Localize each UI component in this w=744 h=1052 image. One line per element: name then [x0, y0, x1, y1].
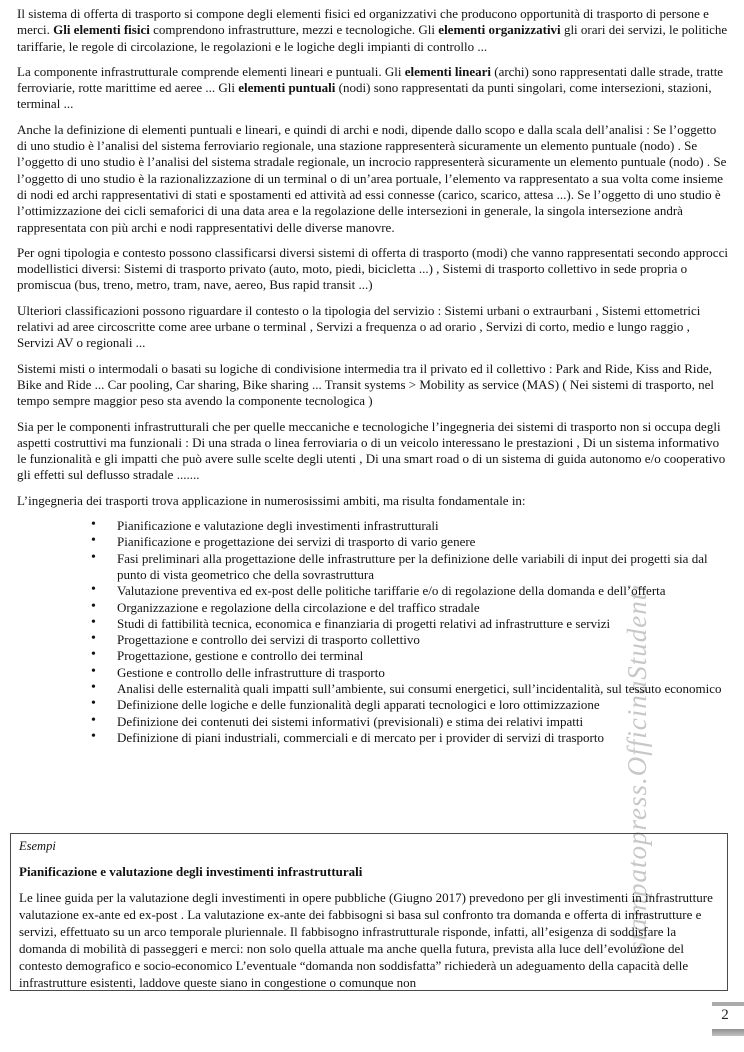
paragraph — [17, 6, 728, 55]
text-run: comprendono infrastrutture, mezzi e tecnologiche. Gli — [149, 22, 439, 38]
bullet-list — [17, 518, 728, 746]
bullet-item: • Pianificazione e progettazione dei servizi di trasporto di vario genere — [17, 534, 728, 550]
text-run: elementi lineari — [404, 63, 491, 79]
footer-rule-bottom — [712, 1029, 744, 1036]
text-run: (archi) sono rappresentati dalle strade, tratte ferroviarie, rotte marittime ed aeree ... Gli — [17, 63, 724, 96]
text-run: Sia per le componenti infrastrutturali che per quelle meccaniche e tecnologiche l’ingegneria dei sistemi di trasporto non si occupa degli aspetti costruttivi ma funzionali : Di una strada o linea ferroviaria o di un veicolo interessano le prestazioni , Di un sistema informativo le funzionalità e gli impatti che può avere sulle scelte degli utenti , Di una smart road o di un sistema di guida autonomo e/o cooperativo gli effetti sul deflusso stradale ....... — [17, 418, 726, 483]
text-run: Anche la definizione di elementi puntuali e lineari, e quindi di archi e nodi, dipende dallo scopo e dalla scala dell’analisi : Se l’oggetto di uno studio è l’analisi del sistema ferroviario regionale, una stazione rappresenterà sicuramente un elemento puntuale (nodo) . Se l’oggetto di uno studio è l’analisi del sistema stradale regionale, un incrocio rappresenterà sicuramente un elemento puntuale (nodo) . Se l’oggetto di uno studio è la razionalizzazione di un terminal o di un’area portuale, l’elemento va rappresentato a sua volta come insieme di nodi ed archi rappresentativi di stati e spostamenti ed attività ad essi connesse (carico, scarico, attesa ...). Se l’oggetto di uno studio è l’ottimizzazione dei cicli semaforici di una data area e la regolazione delle intersezioni in generale, la singola intersezione andrà rappresentata con più archi e nodi rappresentativi delle diverse manovre. — [17, 121, 727, 235]
text-run: elementi organizzativi — [438, 22, 561, 38]
text-run: Per ogni tipologia e contesto possono classificarsi diversi sistemi di offerta di trasporto (modi) che vanno rappresentati secondo approcci modellistici diversi: Sistemi di trasporto privato (auto, moto, piedi, bicicletta ...) , Sistemi di trasporto collettivo in sede propria o promiscua (bus, treno, metro, tram, nave, aereo, Bus rapid transit ...) — [17, 244, 728, 293]
bullet-item: • Fasi preliminari alla progettazione delle infrastrutture per la definizione delle variabili di input dei progetti sia dal punto di vista geometrico che della sovrastruttura — [17, 551, 728, 584]
text-run: Ulteriori classificazioni possono riguardare il contesto o la tipologia del servizio : Sistemi urbani o extraurbani , Sistemi ettometrici relativi ad aree circoscritte come aree urbane o terminal , Servizi a frequenza o ad orario , Servizi di corto, medio e lungo raggio , Servizi AV o regionali ... — [17, 302, 701, 351]
page-content — [17, 6, 728, 746]
bullet-item: • Valutazione preventiva ed ex-post delle politiche tariffarie e/o di regolazione della domanda e dell’offerta — [17, 583, 728, 599]
page-number: 2 — [721, 1007, 729, 1023]
paragraph — [17, 64, 728, 113]
paragraph — [17, 122, 728, 236]
example-box-body: Le linee guida per la valutazione degli investimenti in opere pubbliche (Giugno 2017) prevedono per gli investimenti in infrastrutture valutazione ex-ante ed ex-post . La valutazione ex-ante dei fabbisogni si basa sul confronto tra domanda e offerta di infrastrutture e servizi, effettuato su un arco temporale pluriennale. Il fabbisogno infrastrutturale risponde, infatti, all’esigenza di soddisfare la domanda di mobilità di passeggeri e merci: non solo quella attuale ma anche quella futura, prevista alla luce dell’evoluzione del contesto demografico e socio-economico L’eventuale “domanda non soddisfatta” richiederà un adeguamento della capacità delle infrastrutture esistenti, laddove queste siano in congestione o comunque non — [19, 890, 713, 990]
text-run: gli orari dei servizi, le politiche tariffarie, le regole di circolazione, le regolazioni e le logiche degli impianti di controllo ... — [17, 22, 728, 54]
text-run: Gli elementi fisici — [53, 22, 150, 38]
text-run: Il sistema di offerta di trasporto si compone degli elementi fisici ed organizzativi che producono opportunità di trasporto di persone e merci. — [17, 6, 709, 38]
paragraph — [17, 493, 728, 509]
example-box-heading: Pianificazione e valutazione degli investimenti infrastrutturali — [19, 864, 363, 879]
bullet-item: • Definizione delle logiche e delle funzionalità degli apparati tecnologici e loro ottimizzazione — [17, 697, 728, 713]
bullet-item: • Gestione e controllo delle infrastrutture di trasporto — [17, 665, 728, 681]
footer-rule-top — [712, 1002, 744, 1006]
paragraphs — [17, 6, 728, 509]
paragraph — [17, 419, 728, 484]
bullet-item: • Progettazione e controllo dei servizi di trasporto collettivo — [17, 632, 728, 648]
text-run: La componente infrastrutturale comprende elementi lineari e puntuali. Gli — [17, 63, 405, 79]
paragraph — [17, 303, 728, 352]
bullet-item: • Organizzazione e regolazione della circolazione e del traffico stradale — [17, 600, 728, 616]
text-run: L’ingegneria dei trasporti trova applicazione in numerosissimi ambiti, ma risulta fondamentale in: — [17, 492, 526, 508]
bullet-item: • Definizione di piani industriali, commerciali e di mercato per i provider di servizi di trasporto — [17, 730, 728, 746]
bullet-item: • Analisi delle esternalità quali impatti sull’ambiente, sui consumi energetici, sull’incidentalità, sul tessuto economico — [17, 681, 728, 697]
paragraph — [17, 361, 728, 410]
text-run: Sistemi misti o intermodali o basati su logiche di condivisione intermedia tra il privato ed il collettivo : Park and Ride, Kiss and Ride, Bike and Ride ... Car pooling, Car sharing, Bike sharing ... Transit systems > Mobility as service (MAS) ( Nei sistemi di trasporto, nel tempo sempre maggior peso sta avendo la componente tecnologica ) — [17, 360, 714, 409]
watermark-text: stampatopress.OfficinaStudenti — [622, 583, 652, 952]
example-box-label: Esempi — [19, 839, 56, 853]
paragraph — [17, 245, 728, 294]
text-run: (nodi) sono rappresentati da punti singolari, come intersezioni, stazioni, terminal ... — [17, 80, 712, 112]
text-run: elementi puntuali — [238, 80, 336, 96]
example-box — [10, 833, 728, 991]
bullet-item: • Studi di fattibilità tecnica, economica e finanziaria di progetti relativi ad infrastrutture e servizi — [17, 616, 728, 632]
bullet-item: • Definizione dei contenuti dei sistemi informativi (previsionali) e stima dei relativi impatti — [17, 714, 728, 730]
bullet-item: • Pianificazione e valutazione degli investimenti infrastrutturali — [17, 518, 728, 534]
bullet-item: • Progettazione, gestione e controllo dei terminal — [17, 648, 728, 664]
